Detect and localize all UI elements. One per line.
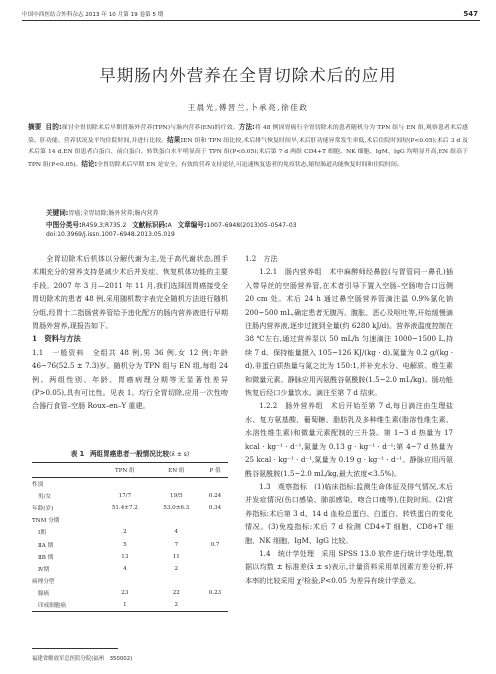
table-header-cell: EN 组	[151, 463, 202, 478]
table-cell	[99, 575, 150, 587]
conclusion-label: 结论:	[81, 159, 98, 168]
doc-code: A	[167, 222, 172, 229]
table-header-cell	[32, 463, 99, 478]
article-title: 早期肠内外营养在全胃切除术后的应用	[99, 66, 397, 85]
row-label: Ⅳ期	[38, 566, 50, 573]
table-title: 两组胃癌患者一般情况比较	[89, 450, 170, 458]
row-label: 年龄(岁)	[32, 506, 54, 513]
row-label: TNM 分期	[32, 518, 60, 525]
table-row	[32, 514, 228, 526]
table-cell: 17/7	[118, 493, 132, 500]
affiliation-footnote: 福建省解放军总医院分院(福州 350002)	[32, 656, 133, 662]
table-cell	[99, 514, 150, 526]
row-label: 男/女	[38, 494, 52, 501]
conclusion-text: 全胃切除术后早期 EN 是安全、有效的营养支持途径,可迅速恢复患者的免疫状态,缩短肠道功能恢复时间和住院时间。	[97, 161, 403, 168]
table-cell	[202, 599, 228, 612]
row-label: ⅡA 期	[38, 542, 54, 549]
table-cell: 51.4±7.2	[111, 505, 138, 512]
table-cell	[151, 514, 202, 526]
purpose-label: 目的:	[45, 123, 62, 131]
purpose-text: 探讨全胃切除术后早期胃肠外营养(TPN)与肠内营养(EN)的疗效。	[61, 125, 239, 131]
table-row	[32, 538, 228, 550]
row-label: 性别	[32, 482, 44, 489]
table-cell: 7	[174, 541, 179, 548]
subsection-heading: 1.2 方法	[245, 254, 278, 263]
article-no-label: 文章编号:	[177, 221, 207, 229]
table-body	[32, 478, 228, 612]
table-cell: 2	[174, 565, 179, 572]
methods-label: 方法:	[238, 123, 255, 131]
intro-paragraph: 全胃切除术后机体以分解代谢为主,处于高代谢状态,围手术期充分的营养支持是减少术后并发症、恢复机体功能的主要手段。2007 年 3 月—2011 年 11 月,我们选择因胃癌接受全胃切除术的患者 48 例,采用随机数字表完全随机方法进行随机分组,经胃十二指肠营养管给予违化配方的肠内营养液进行早期胃肠外营养,现报告如下。	[32, 254, 228, 331]
clc-label: 中图分类号:	[46, 221, 82, 229]
table-cell	[99, 478, 150, 491]
table-cell: 22	[172, 589, 180, 596]
table-row	[32, 526, 228, 538]
right-column	[245, 252, 453, 587]
table-cell: 19/5	[170, 493, 183, 500]
running-head	[22, 10, 478, 18]
keywords-label: 关键词:	[46, 209, 69, 217]
footnote-rule	[32, 648, 118, 649]
article-no: 1007–6948(2013)05–0547–03	[206, 222, 297, 229]
table-cell: 13	[121, 553, 129, 560]
journal-name: 中国中西医结合外科杂志 2013 年 10 月第 19 卷第 5 期	[22, 12, 164, 18]
section-heading: 1 资料与方法	[32, 334, 81, 344]
author-list: 王晨光,傅晋兰,卜承亮,徐佳政	[187, 103, 309, 112]
table-cell: 2	[123, 529, 127, 536]
table-label: 表 1	[70, 450, 85, 458]
methods-text: 将 48 例因胃癌行全胃切除术的患者随机分为 TPN 组与 EN 组,观察患者术后感染、肝功能、营养状况及平均住院时间,并进行比较。	[28, 125, 469, 144]
left-column	[32, 252, 228, 413]
table-row	[32, 478, 228, 491]
table-row	[32, 587, 228, 599]
table-cell	[202, 575, 228, 587]
subsection-heading: 1.1 一般资料	[32, 347, 85, 357]
doc-code-label: 文献标识码:	[132, 221, 168, 229]
table-cell: 4	[174, 529, 179, 536]
table-cell	[202, 478, 228, 491]
table-cell	[202, 526, 228, 538]
statistics-paragraph: 1.4 统计学处理 采用 SPSS 13.0 软件进行统计学处理,数据以均数 ± 标准差(x̄ ± s)表示,计量资料采用单因素方差分析,样本率的比较采用 χ²检验,P<0.05 为差异有统计学意义。	[245, 548, 453, 585]
row-label: Ⅰ期	[38, 530, 46, 537]
table-cell	[202, 514, 228, 526]
table-row	[32, 551, 228, 563]
table-row	[32, 490, 228, 502]
table-cell: 11	[172, 553, 180, 560]
observation-paragraph: 1.3 观察指标 (1)临床指标:监测生命体征及排气情况,术后并发症情况(伤口感染、肺部感染、吻合口瘘等),住院时间。(2)营养指标:术后第 3 d、14 d 血检总蛋白、白蛋白、转铁蛋白的变化情况。(3)免疫指标:术后 7 d 检测 CD4+T 细胞、CD8+T 细胞、NK 细胞、IgM、IgG 比较。	[245, 481, 453, 545]
table-unit: (x̄ ± s)	[169, 451, 190, 458]
row-label: 腺癌	[38, 590, 50, 597]
page-number: 547	[463, 10, 478, 18]
abstract-label: 摘要	[28, 123, 42, 131]
table-cell: 0.34	[208, 505, 222, 512]
table-cell: 2	[151, 599, 202, 612]
table-cell	[202, 551, 228, 563]
table-row	[32, 563, 228, 575]
header-rule	[22, 20, 480, 21]
baseline-table	[32, 462, 228, 612]
clc-code: R459.3;R735.2	[81, 222, 127, 229]
classification-line	[46, 219, 297, 229]
row-label: 印戒细胞癌	[32, 599, 99, 612]
table-row	[32, 599, 228, 612]
table-cell: 5	[123, 541, 127, 548]
table-cell: 0.7	[210, 541, 220, 548]
table-cell: 4	[123, 565, 127, 572]
table-cell	[202, 563, 228, 575]
table-cell: 53.0±6.3	[163, 505, 190, 512]
table-row	[32, 502, 228, 514]
keywords-text: 胃癌;全胃切除;肠外营养;肠内营养	[68, 210, 159, 217]
abstract	[28, 122, 468, 171]
table-cell	[151, 575, 202, 587]
general-data-paragraph: 全组共 48 例,男 36 例,女 12 例;年龄 46~76(52.5 ± 7.3)岁。随机分为 TPN 组与 EN 组,每组 24 例。两组性别、年龄、胃癌病理分期等无显著性差异(P>0.05),具有可比性。见表 1。均行全胃切除,应用一次性吻合器行食管–空肠 Roux–en–Y 重建。	[32, 347, 229, 411]
table-header-cell: P 值	[202, 463, 228, 478]
results-text: EN 组和 TPN 组比较,术后排气恢复时间早,术后肝功能异常发生率低,术后住院时间短(P<0.05);术后 3 d 及术后第 14 d,EN 组患者白蛋白、前白蛋白、转铁蛋白水平明显高于 TPN 组(P<0.05);术后第 7 d 两组 CD4+T 细胞、NK 细胞、IgM、IgG 均明显升高,EN 组高于 TPN 组(P<0.05)。	[28, 137, 469, 168]
row-label: 病理分型	[32, 578, 55, 585]
pn-group-paragraph: 1.2.2 肠外营养组 术后开始至第 7 d,每日滴注由生理盐水、复方氨基酸、葡萄糖、脂肪乳及多种维生素(脂溶性维生素、水溶性维生素)和微量元素配制的三升袋。第 1~3 d 热量为 17 kcal · kg⁻¹ · d⁻¹,氮量为 0.13 g · kg⁻¹ · d⁻¹;第 4~7 d 热量为 25 kcal · kg⁻¹ · d⁻¹,氮量为 0.19 g · kg⁻¹ · d⁻¹。静脉应用丙氨酰谷氨酰胺(1.5~2.0 mL/kg,最大浓度<3.5%)。	[245, 401, 453, 478]
table-caption	[32, 448, 228, 458]
table-cell: 23	[121, 589, 129, 596]
table-header-cell: TPN 组	[99, 463, 150, 478]
results-label: 结果:	[167, 135, 184, 144]
row-label: ⅡB 期	[38, 554, 54, 561]
doi-line: doi:10.3969/j.issn.1007–6948.2013.05.019	[46, 231, 175, 238]
table-row	[32, 575, 228, 587]
table-cell: 0.24	[208, 493, 222, 500]
table-cell: 1	[99, 599, 150, 612]
table-cell: 0.23	[208, 589, 222, 596]
keywords-line	[46, 207, 159, 217]
table-cell	[151, 478, 202, 491]
en-group-paragraph: 1.2.1 肠内营养组 术中麻醉师经鼻腔(与胃管同一鼻孔)插入带导丝的空肠营养管,在术者引导下置入空肠–空肠吻合口远侧 20 cm 处。术后 24 h 通过鼻空肠营养管滴注温 0.9%氯化钠 200~500 mL,确定患者无腹泻、腹胀、恶心及呕吐等,开始缓慢滴注肠内营养液,逐步过渡到全量(约 6280 kJ/d)。营养液温度控制在 38 ℃左右,通过营养泵以 50 mL/h 匀速滴注 1000~1500 L,持续 7 d。保持能量摄入 105~126 KJ/(kg · d),氮量为 0.2 g/(kg · d),非蛋白质热量与氮之比为 150:1,并补充水分、电解质、维生素和微量元素。静脉应用丙氨酰谷氨酰胺(1.5~2.0 mL/kg)。肠功能恢复后经口少量饮水。滴注至第 7 d 结束。	[245, 267, 453, 398]
